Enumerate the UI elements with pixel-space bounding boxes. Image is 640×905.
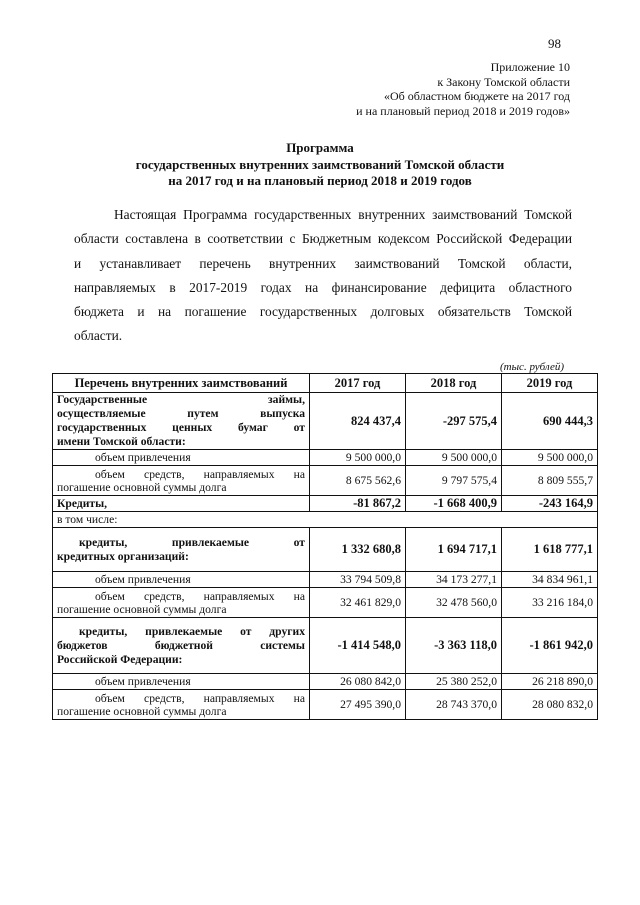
intro-line: направляемых в 2017-2019 годах на финансирование дефицита областного (74, 279, 572, 295)
value-2017: 824 437,4 (310, 393, 406, 450)
document-title (0, 140, 640, 190)
row-label (53, 466, 310, 496)
label-line: объем средств, направляемых на (95, 467, 305, 481)
value-2019: 1 618 777,1 (502, 528, 598, 572)
label-line: Российской Федерации: (57, 652, 183, 666)
label-line: Кредиты, (57, 496, 108, 510)
value-2017: -81 867,2 (310, 496, 406, 512)
value-2018: 32 478 560,0 (406, 588, 502, 618)
row-label (53, 496, 310, 512)
label-line: государственных ценных бумаг от (57, 421, 305, 434)
table-row (53, 618, 598, 674)
value-2018: 28 743 370,0 (406, 690, 502, 720)
value-2019: 9 500 000,0 (502, 450, 598, 466)
table-row (53, 450, 598, 466)
header-2018: 2018 год (406, 374, 502, 393)
value-2017: 9 500 000,0 (310, 450, 406, 466)
label-line: объем средств, направляемых на (95, 691, 305, 705)
label-line: объем привлечения (95, 451, 191, 464)
row-label (53, 528, 310, 572)
intro-paragraph (74, 203, 572, 349)
label-line: погашение основной суммы долга (57, 602, 227, 616)
table-row (53, 528, 598, 572)
appendix-line: к Закону Томской области (437, 74, 570, 89)
page-number: 98 (548, 36, 561, 51)
label-line: объем средств, направляемых на (95, 589, 305, 603)
value-2019: 26 218 890,0 (502, 674, 598, 690)
value-2018: 25 380 252,0 (406, 674, 502, 690)
header-2017: 2017 год (310, 374, 406, 393)
label-line: осуществляемые путем выпуска (57, 407, 305, 420)
row-label (53, 588, 310, 618)
value-2019: 28 080 832,0 (502, 690, 598, 720)
value-2017: 26 080 842,0 (310, 674, 406, 690)
value-2018: 9 797 575,4 (406, 466, 502, 496)
value-2017: -1 414 548,0 (310, 618, 406, 674)
value-2017: 32 461 829,0 (310, 588, 406, 618)
label-line: имени Томской области: (57, 435, 186, 448)
value-2018: -297 575,4 (406, 393, 502, 450)
value-2019: 34 834 961,1 (502, 572, 598, 588)
row-label (53, 618, 310, 674)
borrowings-table (52, 373, 598, 720)
label-line: объем привлечения (95, 573, 191, 586)
label-line: объем привлечения (95, 675, 191, 688)
title-line: государственных внутренних заимствований Томской области (135, 156, 505, 172)
header-2019: 2019 год (502, 374, 598, 393)
row-label (53, 393, 310, 450)
row-label (53, 690, 310, 720)
row-label (53, 512, 598, 528)
value-2017: 27 495 390,0 (310, 690, 406, 720)
table-row (53, 496, 598, 512)
label-line: кредиты, привлекаемые от (79, 535, 305, 549)
units-note: (тыс. рублей) (500, 361, 565, 373)
table-header-row (53, 374, 598, 393)
table-row (53, 690, 598, 720)
value-2018: -3 363 118,0 (406, 618, 502, 674)
table-row (53, 572, 598, 588)
value-2018: 1 694 717,1 (406, 528, 502, 572)
value-2019: -1 861 942,0 (502, 618, 598, 674)
table-row (53, 674, 598, 690)
value-2017: 33 794 509,8 (310, 572, 406, 588)
label-line: бюджетов бюджетной системы (57, 638, 305, 652)
intro-line: области составлена в соответствии с Бюджетным кодексом Российской Федерации (74, 231, 572, 247)
table-row (53, 588, 598, 618)
table-row (53, 466, 598, 496)
title-line: на 2017 год и на плановый период 2018 и 2019 годов (168, 173, 472, 188)
header-list: Перечень внутренних заимствований (53, 374, 310, 393)
appendix-line: Приложение 10 (490, 60, 570, 74)
label-line: в том числе: (57, 513, 118, 526)
label-line: Государственные займы, (57, 393, 305, 406)
title-line: Программа (286, 140, 354, 155)
appendix-line: и на плановый период 2018 и 2019 годов» (356, 103, 570, 118)
row-label (53, 572, 310, 588)
intro-line: и устанавливает перечень внутренних заимствований Томской области, (74, 255, 572, 271)
table-row (53, 512, 598, 528)
value-2017: 1 332 680,8 (310, 528, 406, 572)
label-line: кредиты, привлекаемые от других (79, 624, 305, 638)
value-2019: 690 444,3 (502, 393, 598, 450)
value-2019: 33 216 184,0 (502, 588, 598, 618)
intro-line: бюджета и на погашение государственных долговых обязательств Томской (74, 304, 572, 320)
value-2018: 34 173 277,1 (406, 572, 502, 588)
intro-line: области. (74, 328, 123, 344)
value-2018: 9 500 000,0 (406, 450, 502, 466)
value-2017: 8 675 562,6 (310, 466, 406, 496)
label-line: погашение основной суммы долга (57, 480, 227, 494)
row-label (53, 450, 310, 466)
label-line: погашение основной суммы долга (57, 704, 227, 718)
appendix-line: «Об областном бюджете на 2017 год (384, 89, 570, 103)
row-label (53, 674, 310, 690)
value-2019: 8 809 555,7 (502, 466, 598, 496)
label-line: кредитных организаций: (57, 549, 189, 563)
value-2019: -243 164,9 (502, 496, 598, 512)
appendix-header (356, 60, 570, 118)
intro-line: Настоящая Программа государственных внутренних заимствований Томской (114, 207, 572, 222)
value-2018: -1 668 400,9 (406, 496, 502, 512)
table-row (53, 393, 598, 450)
